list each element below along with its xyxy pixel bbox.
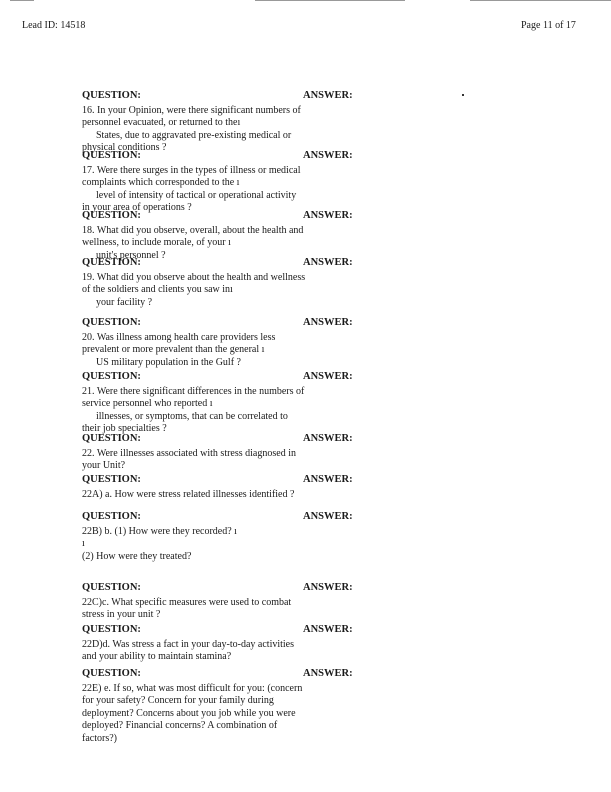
question-text-line: 22B) b. (1) How were they recorded? ı — [82, 525, 237, 537]
answer-label: ANSWER: — [303, 433, 353, 444]
answer-label: ANSWER: — [303, 474, 353, 485]
answer-label: ANSWER: — [303, 624, 353, 635]
question-label: QUESTION: — [82, 90, 141, 101]
page-number: Page 11 of 17 — [521, 20, 576, 31]
question-label: QUESTION: — [82, 624, 141, 635]
question-block — [82, 257, 306, 309]
question-label: QUESTION: — [82, 433, 141, 444]
scan-artifact-line — [10, 0, 34, 1]
question-text-line: 22A) a. How were stress related illnesses identified ? — [82, 488, 295, 500]
question-text-line: personnel evacuated, or returned to theı — [82, 117, 241, 128]
question-block — [82, 90, 301, 155]
question-label: QUESTION: — [82, 511, 141, 522]
question-block — [82, 210, 304, 262]
question-label: QUESTION: — [82, 582, 141, 593]
question-text-line: US military population in the Gulf ? — [96, 356, 241, 368]
question-text-line: your facility ? — [96, 296, 153, 308]
question-block — [82, 433, 297, 473]
scan-artifact-line — [255, 0, 405, 1]
lead-id: Lead ID: 14518 — [22, 20, 86, 31]
question-text-line: States, due to aggravated pre-existing medical or — [96, 129, 292, 141]
question-text-line: 20. Was illness among health care providers less — [82, 331, 276, 343]
question-text-line: for your safety? Concern for your family during — [82, 695, 274, 706]
answer-label: ANSWER: — [303, 210, 353, 221]
question-label: QUESTION: — [82, 257, 141, 268]
question-text-line: deployment? Concerns about you job while you were — [82, 707, 296, 719]
question-label: QUESTION: — [82, 150, 141, 161]
question-text-line: 21. Were there significant differences in the numbers of — [82, 385, 305, 397]
question-text-line: 19. What did you observe about the health and wellness — [82, 271, 306, 283]
scan-artifact-line — [470, 0, 611, 1]
question-text-line: 22D)d. Was stress a fact in your day-to-day activities — [82, 638, 295, 650]
question-text-line: deployed? Financial concerns? A combination of — [82, 720, 278, 731]
question-text-line: in your area of operations ? — [82, 202, 192, 213]
question-label: QUESTION: — [82, 668, 141, 679]
question-text-line: their job specialties ? — [82, 423, 167, 434]
question-label: QUESTION: — [82, 317, 141, 328]
question-text-line: wellness, to include morale, of your ı — [82, 237, 231, 248]
answer-label: ANSWER: — [303, 317, 353, 328]
answer-label: ANSWER: — [303, 257, 353, 268]
question-text-line: 22E) e. If so, what was most difficult for you: (concern — [82, 682, 303, 694]
question-text-line: level of intensity of tactical or operational activity — [96, 189, 297, 201]
answer-label: ANSWER: — [303, 511, 353, 522]
question-label: QUESTION: — [82, 474, 141, 485]
question-label: QUESTION: — [82, 210, 141, 221]
question-text-line: 18. What did you observe, overall, about the health and — [82, 224, 304, 236]
question-text-line: 22. Were illnesses associated with stress diagnosed in — [82, 447, 296, 459]
question-block — [82, 150, 301, 215]
question-block — [82, 668, 303, 745]
question-text-line: (2) How were they treated? — [82, 550, 192, 562]
question-text-line: factors?) — [82, 732, 117, 744]
question-block — [82, 317, 297, 369]
question-text-line: 22C)c. What specific measures were used to combat — [82, 596, 292, 608]
answer-label: ANSWER: — [303, 150, 353, 161]
answer-label: ANSWER: — [303, 668, 353, 679]
question-text-line: your Unit? — [82, 460, 126, 471]
scan-speck — [462, 94, 464, 96]
question-text-line: unit's personnel ? — [96, 249, 166, 261]
question-block — [82, 371, 305, 436]
question-text-line: prevalent or more prevalent than the general ı — [82, 344, 265, 355]
answer-label: ANSWER: — [303, 371, 353, 382]
question-text-line: stress in your unit ? — [82, 609, 161, 620]
question-text-line: ı — [82, 538, 85, 549]
question-block — [82, 624, 297, 664]
question-block — [82, 582, 297, 622]
question-text-line: 16. In your Opinion, were there significant numbers of — [82, 104, 301, 116]
question-text-line: illnesses, or symptoms, that can be correlated to — [96, 410, 288, 422]
question-text-line: physical conditions ? — [82, 142, 167, 153]
question-text-line: and your ability to maintain stamina? — [82, 651, 232, 662]
question-text-line: of the soldiers and clients you saw inı — [82, 284, 233, 295]
question-block — [82, 474, 297, 501]
question-text-line: service personnel who reported ı — [82, 398, 213, 409]
answer-label: ANSWER: — [303, 90, 353, 101]
question-block — [82, 511, 297, 563]
question-label: QUESTION: — [82, 371, 141, 382]
answer-label: ANSWER: — [303, 582, 353, 593]
question-text-line: 17. Were there surges in the types of illness or medical — [82, 164, 301, 176]
question-text-line: complaints which corresponded to the ı — [82, 177, 240, 188]
